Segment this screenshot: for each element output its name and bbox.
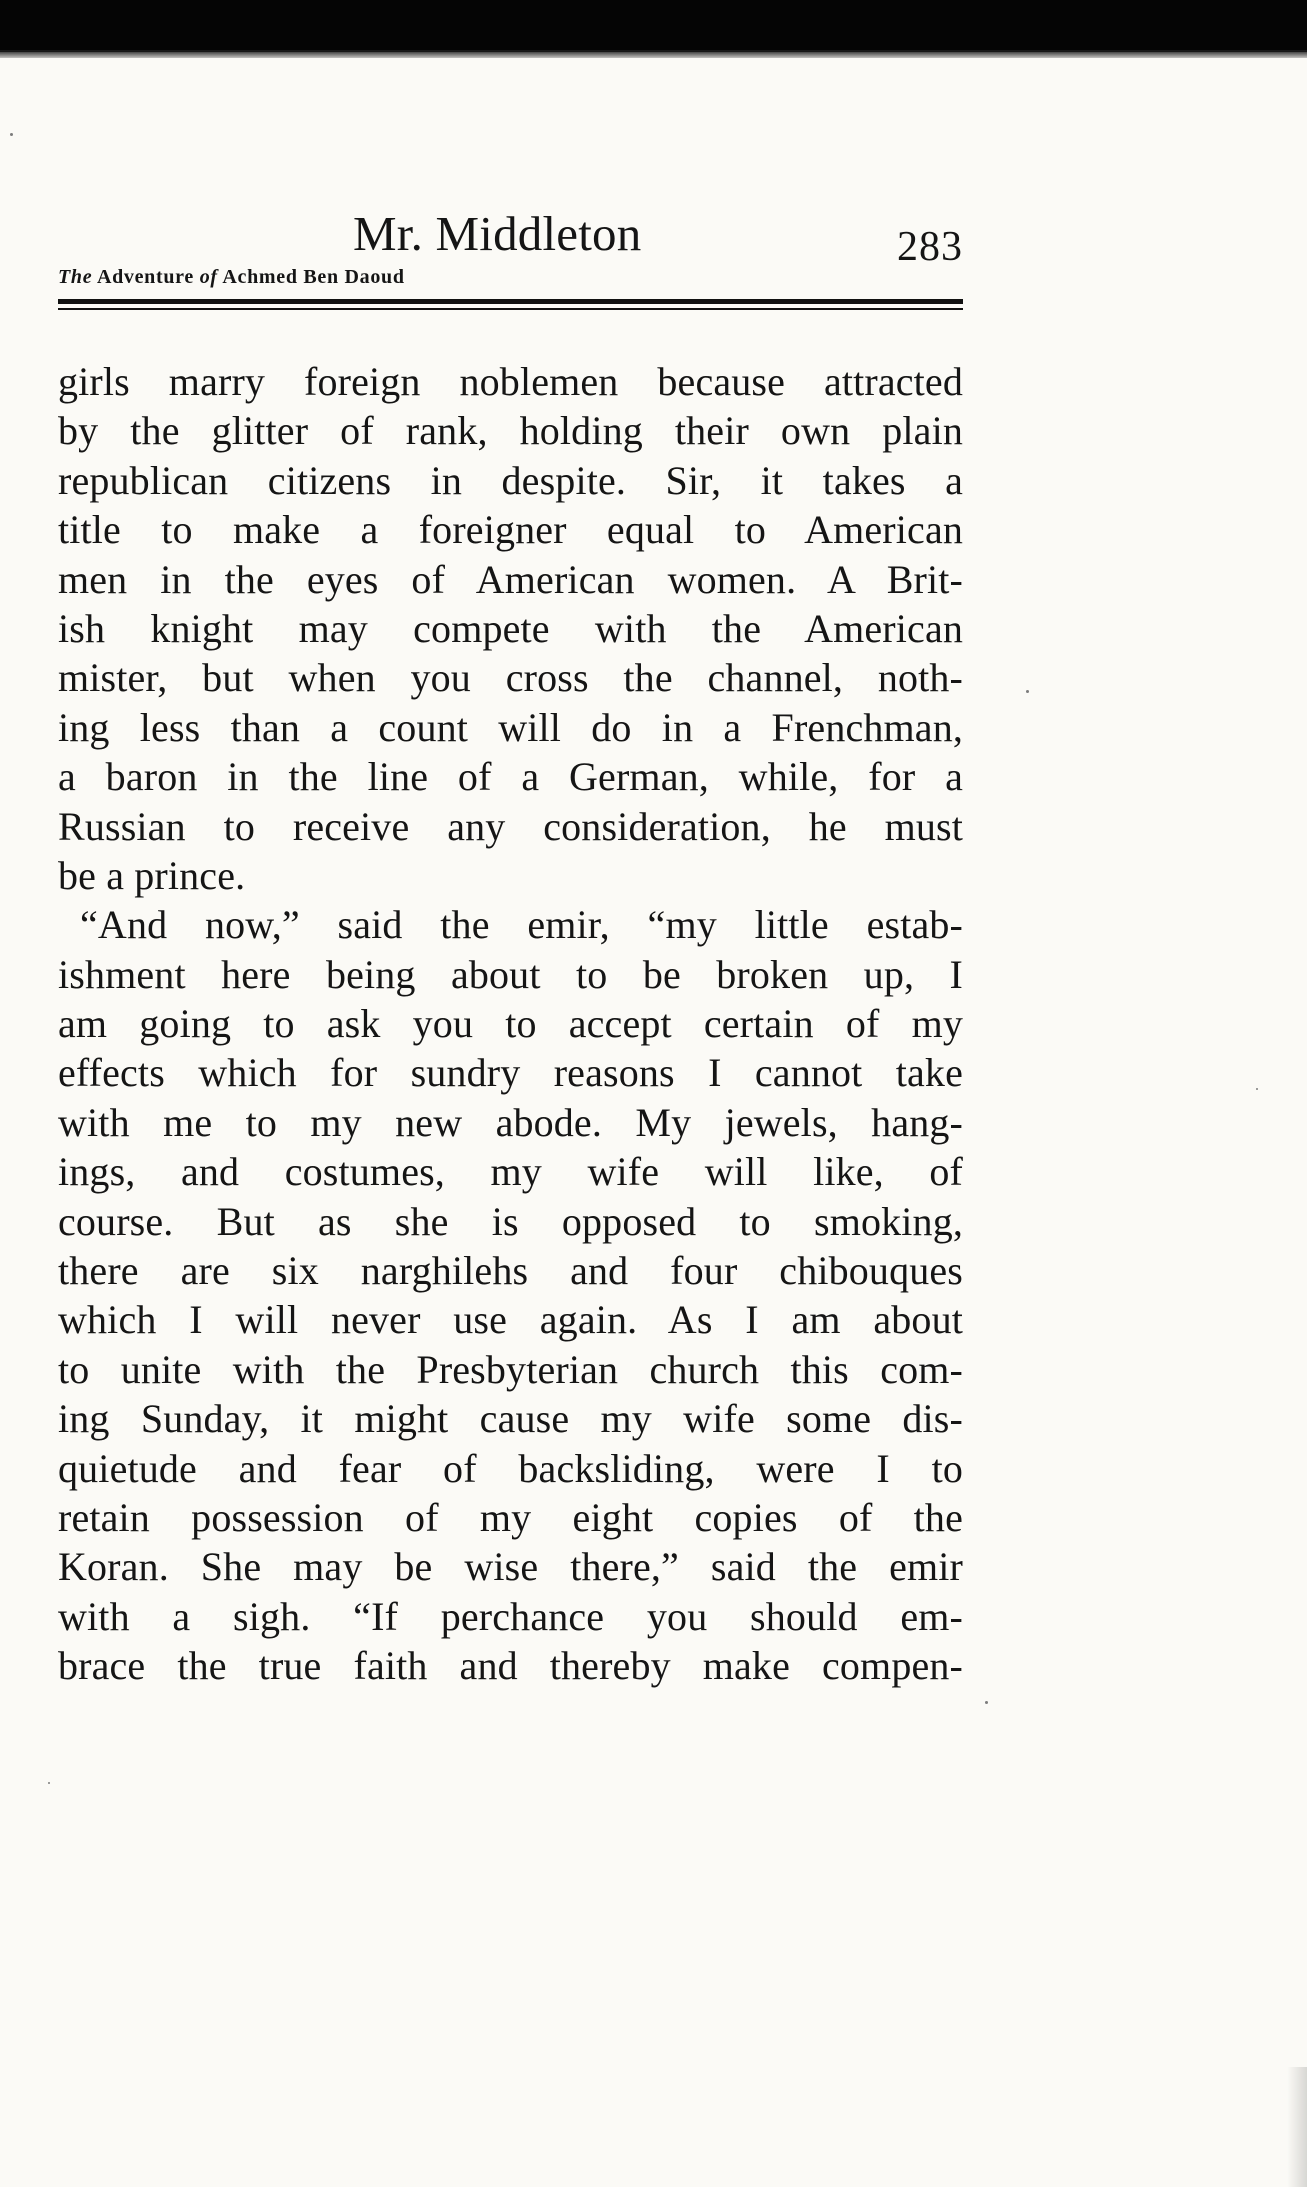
text-line-12: “And now,” said the emir, “my little estab- [80, 902, 963, 948]
subtitle-part-adventure: Adventure [96, 266, 194, 288]
scan-speck [1026, 690, 1029, 693]
text-line-1: girls marry foreign noblemen because attracted [58, 359, 963, 404]
text-line-4: title to make a foreigner equal to American [58, 507, 963, 553]
text-line-16: with me to my new abode. My jewels, hang- [58, 1099, 963, 1145]
scan-speck [48, 1782, 50, 1784]
text-line-18: course. But as she is opposed to smoking, [58, 1198, 963, 1244]
page-number: 283 [897, 224, 963, 270]
chapter-subtitle [58, 265, 405, 289]
text-line-2: by the glitter of rank, holding their own plain [58, 408, 963, 454]
page-body-text [58, 357, 963, 1691]
text-line-25: Koran. She may be wise there,” said the emir [58, 1544, 963, 1590]
subtitle-part-name: Achmed Ben Daoud [222, 266, 405, 288]
header-rule-thick [58, 299, 963, 304]
header-rule-thin [58, 308, 963, 310]
scan-top-edge [0, 0, 1307, 52]
text-line-15: effects which for sundry reasons I cannot take [58, 1050, 963, 1096]
text-line-11: be a prince. [58, 852, 246, 898]
subtitle-prefix: The [58, 266, 93, 288]
text-line-8: ing less than a count will do in a Frenchman, [58, 704, 963, 750]
text-line-23: quietude and fear of backsliding, were I to [58, 1445, 963, 1491]
text-line-20: which I will never use again. As I am about [58, 1297, 963, 1343]
text-line-19: there are six narghilehs and four chibouques [58, 1248, 963, 1294]
text-line-13: ishment here being about to be broken up, I [58, 951, 963, 997]
text-line-6: ish knight may compete with the American [58, 605, 963, 651]
text-line-14: am going to ask you to accept certain of my [58, 1001, 963, 1047]
page-header [58, 206, 963, 322]
text-line-24: retain possession of my eight copies of the [58, 1494, 963, 1540]
text-line-10: Russian to receive any consideration, he must [58, 803, 963, 849]
text-line-27: brace the true faith and thereby make compen- [58, 1643, 963, 1689]
scan-speck [985, 1701, 988, 1704]
text-line-3: republican citizens in despite. Sir, it takes a [58, 457, 963, 503]
text-line-26: with a sigh. “If perchance you should em- [58, 1593, 963, 1639]
text-line-5: men in the eyes of American women. A Brit- [58, 556, 963, 602]
scan-speck [10, 133, 13, 136]
running-title: Mr. Middleton [353, 206, 642, 261]
scan-speck [1256, 1088, 1258, 1090]
text-line-17: ings, and costumes, my wife will like, of [58, 1149, 963, 1195]
text-line-22: ing Sunday, it might cause my wife some dis- [58, 1396, 963, 1442]
text-line-21: to unite with the Presbyterian church this com- [58, 1346, 963, 1392]
scan-corner-noise [1287, 2067, 1307, 2187]
subtitle-of: of [199, 266, 218, 288]
scan-shadow [0, 50, 1307, 58]
text-line-9: a baron in the line of a German, while, for a [58, 754, 963, 800]
text-line-7: mister, but when you cross the channel, noth- [58, 655, 963, 701]
